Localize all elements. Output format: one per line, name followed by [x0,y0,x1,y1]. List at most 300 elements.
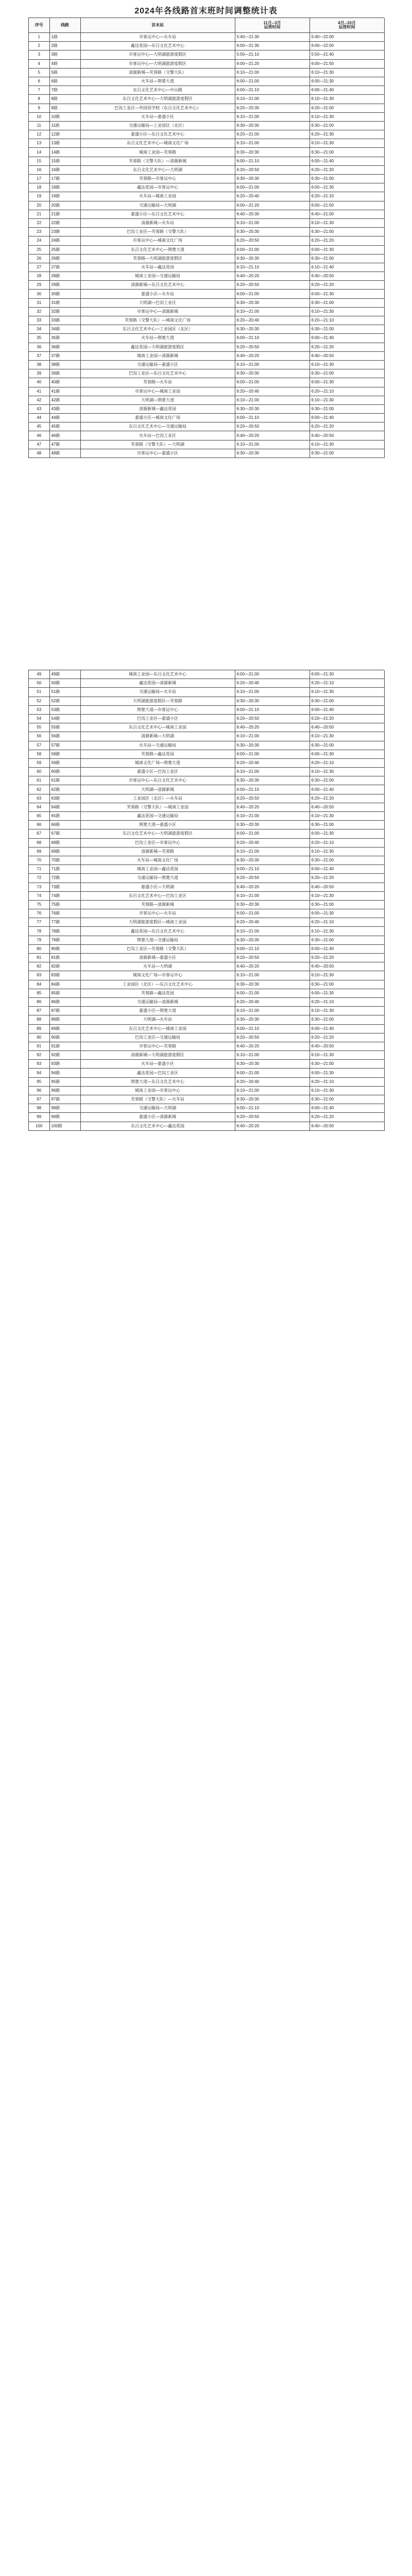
time-summer: 6:10—21:30 [310,360,384,369]
table-row [29,290,384,298]
route-code: 37路 [49,351,80,360]
time-winter: 6:00—21:00 [235,245,310,254]
table-row [29,1051,384,1060]
time-winter: 6:10—21:00 [235,112,310,121]
route-stops: 城南工业园—交通运输局 [80,272,235,281]
time-summer: 6:00—21:40 [310,334,384,343]
time-summer: 6:00—21:40 [310,1024,384,1033]
route-stops: 东吕文化艺术中心—大明湖旅游度假区 [80,829,235,838]
table-row [29,387,384,396]
time-winter: 6:20—20:50 [235,165,310,174]
route-stops: 大明湖—巴沟工业区 [80,298,235,307]
time-winter: 6:10—21:00 [235,218,310,227]
time-winter: 6:10—21:00 [235,68,310,77]
time-winter: 6:30—20:30 [235,936,310,944]
time-winter: 6:10—21:00 [235,307,310,316]
table-row [29,829,384,838]
route-stops: 芙蓉路—大明湖旅游度假区 [80,254,235,263]
time-winter: 6:00—21:00 [235,670,310,679]
time-summer: 6:30—21:00 [310,228,384,236]
route-code: 85路 [49,989,80,997]
time-winter: 6:20—20:50 [235,343,310,351]
table-row [29,891,384,900]
time-summer: 6:10—21:30 [310,95,384,104]
table-row [29,272,384,281]
table-row [29,396,384,404]
row-number: 44 [29,414,49,422]
time-summer: 6:30—21:00 [310,856,384,865]
route-stops: 鑫达花园—东吕文化艺术中心 [80,927,235,936]
time-winter: 6:20—20:50 [235,1033,310,1042]
table-row [29,59,384,68]
route-code: 95路 [49,1077,80,1086]
table-row [29,883,384,891]
route-code: 54路 [49,714,80,723]
route-stops: 鑫达花园—市客运中心 [80,183,235,192]
time-winter: 6:30—20:30 [235,821,310,829]
row-number: 82 [29,962,49,971]
row-number: 92 [29,1051,49,1060]
table-row [29,369,384,378]
time-summer: 6:00—21:30 [310,829,384,838]
row-number: 9 [29,104,49,112]
time-winter: 6:40—20:30 [235,210,310,218]
route-code: 24路 [49,236,80,245]
time-winter: 6:30—20:30 [235,980,310,989]
route-code: 92路 [49,1051,80,1060]
time-winter: 6:30—20:30 [235,404,310,413]
time-summer: 6:20—21:00 [310,104,384,112]
row-number: 48 [29,449,49,457]
table-row [29,431,384,440]
row-number: 59 [29,758,49,767]
route-stops: 东吕文化艺术中心—中山路 [80,86,235,95]
time-summer: 6:00—21:30 [310,750,384,758]
route-stops: 鑫达花园—清源新城 [80,679,235,688]
route-code: 93路 [49,1060,80,1069]
route-stops: 城南工业园—市客运中心 [80,1086,235,1095]
route-code: 79路 [49,936,80,944]
route-stops: 巴沟工业区—嘉盛小区 [80,714,235,723]
route-stops: 鑫达花园—大明湖旅游度假区 [80,343,235,351]
schedule-grid [29,670,385,1131]
route-stops: 清源新城—芙蓉路 [80,847,235,856]
table-row [29,1095,384,1104]
table-row [29,821,384,829]
route-code: 68路 [49,838,80,847]
time-winter: 6:30—20:30 [235,900,310,909]
time-winter: 6:40—20:20 [235,272,310,281]
time-summer: 6:40—20:50 [310,723,384,732]
time-summer: 6:20—21:10 [310,1077,384,1086]
time-summer: 6:00—21:50 [310,201,384,210]
time-summer: 6:10—21:30 [310,218,384,227]
time-winter: 6:20—20:40 [235,918,310,927]
route-code: 96路 [49,1086,80,1095]
row-number: 34 [29,325,49,334]
time-summer: 6:10—21:40 [310,263,384,272]
route-code: 94路 [49,1069,80,1077]
route-stops: 东吕文化艺术中心—巴沟工业区 [80,891,235,900]
route-stops: 交通运输局—清源新城 [80,997,235,1006]
table-row [29,228,384,236]
table-row [29,121,384,130]
route-stops: 市客运中心—清源新城 [80,307,235,316]
row-number: 64 [29,803,49,811]
route-code: 40路 [49,378,80,387]
route-stops: 市客运中心—城南工业园 [80,387,235,396]
table-row [29,812,384,821]
table-row [29,112,384,121]
table-row [29,351,384,360]
route-code: 27路 [49,263,80,272]
time-winter: 6:30—20:30 [235,254,310,263]
time-winter: 5:50—21:10 [235,50,310,59]
table-row [29,148,384,157]
route-code: 25路 [49,245,80,254]
schedule-table-1 [28,18,384,458]
time-winter: 6:30—20:30 [235,298,310,307]
row-number: 29 [29,281,49,290]
time-winter: 6:40—20:20 [235,723,310,732]
route-code: 52路 [49,697,80,705]
time-winter: 6:30—20:30 [235,741,310,750]
table-row [29,307,384,316]
table-row [29,86,384,95]
route-code: 70路 [49,856,80,865]
route-code: 42路 [49,396,80,404]
row-number: 58 [29,750,49,758]
time-winter: 6:10—21:00 [235,971,310,980]
time-summer: 6:10—21:30 [310,139,384,148]
route-stops: 芙蓉路（交警大队）—大明湖 [80,440,235,449]
route-code: 86路 [49,997,80,1006]
row-number: 27 [29,263,49,272]
time-winter: 6:20—20:50 [235,1113,310,1122]
time-winter: 6:10—21:00 [235,732,310,741]
time-winter: 6:00—21:00 [235,77,310,86]
route-stops: 市客运中心—嘉盛小区 [80,449,235,457]
route-code: 58路 [49,750,80,758]
time-summer: 6:20—21:10 [310,192,384,201]
route-stops: 火车站—荆楚大道 [80,334,235,343]
route-stops: 荆楚大道—交通运输局 [80,936,235,944]
time-winter: 6:20—20:40 [235,838,310,847]
table-row [29,980,384,989]
time-winter: 6:00—21:00 [235,378,310,387]
table-row [29,183,384,192]
table-row [29,705,384,714]
route-stops: 火车站—巴沟工业区 [80,431,235,440]
row-number: 13 [29,139,49,148]
time-winter: 6:10—21:00 [235,1007,310,1015]
route-stops: 清源新城—芙蓉路（交警大队） [80,68,235,77]
table-row [29,42,384,50]
time-winter: 6:10—21:00 [235,1051,310,1060]
time-summer: 6:10—21:30 [310,927,384,936]
time-summer: 6:40—21:00 [310,210,384,218]
time-summer: 6:40—20:50 [310,272,384,281]
route-code: 63路 [49,794,80,803]
row-number: 49 [29,670,49,679]
route-code: 97路 [49,1095,80,1104]
table-row [29,936,384,944]
time-winter: 6:10—21:00 [235,360,310,369]
row-number: 57 [29,741,49,750]
time-summer: 6:10—21:30 [310,440,384,449]
time-summer: 6:10—21:30 [310,1051,384,1060]
route-stops: 鑫达花园—交通运输局 [80,812,235,821]
table-row [29,316,384,325]
time-summer: 6:00—21:40 [310,705,384,714]
header-route: 线路 [49,18,80,33]
route-stops: 大明湖—清源新城 [80,785,235,794]
route-code: 12路 [49,130,80,139]
row-number: 45 [29,422,49,431]
table-row [29,1007,384,1015]
row-number: 50 [29,679,49,688]
route-code: 46路 [49,431,80,440]
time-summer: 6:30—21:00 [310,741,384,750]
time-summer: 6:30—21:00 [310,980,384,989]
time-winter: 6:20—20:40 [235,1077,310,1086]
time-winter: 6:00—21:00 [235,290,310,298]
table-row [29,139,384,148]
route-code: 69路 [49,847,80,856]
row-number: 1 [29,33,49,42]
time-summer: 6:40—20:50 [310,883,384,891]
time-summer: 6:00—21:30 [310,77,384,86]
route-code: 83路 [49,971,80,980]
row-number: 6 [29,77,49,86]
route-code: 51路 [49,688,80,697]
row-number: 3 [29,50,49,59]
time-summer: 6:30—21:00 [310,175,384,183]
time-winter: 6:40—20:20 [235,962,310,971]
route-stops: 市客运中心—大明湖旅游度假区 [80,50,235,59]
row-number: 99 [29,1113,49,1122]
route-stops: 东吕文化艺术中心—城南工业园 [80,1024,235,1033]
row-number: 95 [29,1077,49,1086]
time-summer: 6:20—21:20 [310,422,384,431]
route-code: 32路 [49,307,80,316]
time-summer: 6:30—21:00 [310,404,384,413]
table-row [29,838,384,847]
time-winter: 6:20—20:40 [235,192,310,201]
table-row [29,856,384,865]
route-stops: 交通运输局—大明湖 [80,201,235,210]
row-number: 67 [29,829,49,838]
time-summer: 6:20—21:20 [310,281,384,290]
time-summer: 6:40—20:50 [310,803,384,811]
route-code: 22路 [49,218,80,227]
route-stops: 荆楚大道—嘉盛小区 [80,821,235,829]
time-winter: 6:20—20:50 [235,874,310,883]
route-stops: 嘉盛小区—巴沟工业区 [80,768,235,776]
route-code: 45路 [49,422,80,431]
table-row [29,803,384,811]
time-summer: 5:50—21:40 [310,50,384,59]
row-number: 7 [29,86,49,95]
row-number: 60 [29,768,49,776]
table-row [29,723,384,732]
time-winter: 6:40—20:20 [235,883,310,891]
route-code: 14路 [49,148,80,157]
time-summer: 6:20—21:10 [310,758,384,767]
time-summer: 6:10—21:30 [310,688,384,697]
time-summer: 6:00—22:00 [310,42,384,50]
route-code: 44路 [49,414,80,422]
table-row [29,334,384,343]
time-winter: 6:20—20:40 [235,997,310,1006]
row-number: 80 [29,944,49,953]
row-number: 89 [29,1024,49,1033]
time-winter: 6:30—20:30 [235,449,310,457]
route-stops: 大明湖旅游度假区—芙蓉路 [80,697,235,705]
route-code: 30路 [49,290,80,298]
route-stops: 市客运中心—火车站 [80,909,235,918]
table-row [29,422,384,431]
row-number: 42 [29,396,49,404]
route-code: 87路 [49,1007,80,1015]
time-winter: 6:10—21:00 [235,847,310,856]
route-stops: 火车站—嘉盛小区 [80,112,235,121]
row-number: 87 [29,1007,49,1015]
time-summer: 6:20—21:20 [310,794,384,803]
table-row [29,679,384,688]
time-winter: 6:10—21:00 [235,812,310,821]
time-summer: 6:30—21:00 [310,697,384,705]
time-summer: 6:00—21:30 [310,909,384,918]
route-stops: 清源新城—大明湖旅游度假区 [80,1051,235,1060]
table-row [29,50,384,59]
time-summer: 6:00—21:30 [310,989,384,997]
time-winter: 6:20—20:40 [235,316,310,325]
route-stops: 市客运中心—东吕文化艺术中心 [80,776,235,785]
table-row [29,449,384,457]
row-number: 73 [29,883,49,891]
route-code: 57路 [49,741,80,750]
row-number: 2 [29,42,49,50]
time-summer: 5:40—22:00 [310,33,384,42]
time-summer: 6:30—21:00 [310,821,384,829]
route-code: 84路 [49,980,80,989]
route-stops: 城南文化广场—荆楚大道 [80,758,235,767]
time-winter: 6:40—20:20 [235,351,310,360]
route-code: 71路 [49,865,80,874]
route-code: 80路 [49,944,80,953]
time-summer: 6:10—21:30 [310,971,384,980]
route-stops: 城南工业园—芙蓉路 [80,148,235,157]
table-row [29,33,384,42]
route-stops: 交通运输局—嘉盛小区 [80,360,235,369]
row-number: 65 [29,812,49,821]
time-summer: 6:10—21:30 [310,307,384,316]
time-summer: 6:20—21:20 [310,1033,384,1042]
time-summer: 6:00—21:30 [310,670,384,679]
time-winter: 6:00—21:10 [235,334,310,343]
route-code: 7路 [49,86,80,95]
table-row [29,768,384,776]
route-stops: 巴沟工业区—东吕文化艺术中心 [80,369,235,378]
table-row [29,236,384,245]
table-row [29,378,384,387]
table-row [29,175,384,183]
time-summer: 6:10—21:30 [310,112,384,121]
row-number: 63 [29,794,49,803]
time-winter: 6:00—21:00 [235,1069,310,1077]
time-winter: 6:30—20:30 [235,121,310,130]
route-code: 38路 [49,360,80,369]
table-row [29,218,384,227]
time-winter: 6:30—20:30 [235,1060,310,1069]
route-code: 66路 [49,821,80,829]
time-summer: 6:40—20:50 [310,962,384,971]
row-number: 74 [29,891,49,900]
route-stops: 工业园区（北区）—东吕文化艺术中心 [80,980,235,989]
time-winter: 6:00—21:20 [235,201,310,210]
time-winter: 6:20—20:40 [235,758,310,767]
time-summer: 6:00—21:40 [310,86,384,95]
time-winter: 6:10—21:00 [235,1086,310,1095]
row-number: 30 [29,290,49,298]
route-stops: 清源新城—鑫达花园 [80,404,235,413]
row-number: 24 [29,236,49,245]
route-code: 5路 [49,68,80,77]
time-winter: 6:30—20:30 [235,175,310,183]
table-row [29,1015,384,1024]
time-winter: 6:10—21:00 [235,95,310,104]
time-summer: 6:30—21:00 [310,1015,384,1024]
row-number: 97 [29,1095,49,1104]
row-number: 84 [29,980,49,989]
route-code: 19路 [49,192,80,201]
row-number: 70 [29,856,49,865]
time-winter: 6:00—21:10 [235,157,310,165]
row-number: 5 [29,68,49,77]
time-summer: 6:00—21:40 [310,157,384,165]
time-summer: 6:00—21:30 [310,183,384,192]
time-winter: 6:20—20:50 [235,281,310,290]
header-before: 11月--3月 运营时间 [235,18,310,33]
route-code: 90路 [49,1033,80,1042]
row-number: 66 [29,821,49,829]
route-stops: 芙蓉路—清源新城 [80,900,235,909]
row-number: 54 [29,714,49,723]
row-number: 55 [29,723,49,732]
route-stops: 交通运输局—工业园区（北区） [80,121,235,130]
time-summer: 6:30—21:00 [310,298,384,307]
route-stops: 工业园区（北区）—火车站 [80,794,235,803]
route-code: 60路 [49,768,80,776]
time-summer: 6:00—21:30 [310,1069,384,1077]
row-number: 36 [29,343,49,351]
row-number: 98 [29,1104,49,1113]
route-code: 21路 [49,210,80,218]
route-stops: 巴沟工业区—市客运中心 [80,838,235,847]
route-code: 31路 [49,298,80,307]
table-row [29,971,384,980]
route-stops: 芙蓉路（交警大队）—城南文化广场 [80,316,235,325]
route-stops: 市客运中心—城南文化广场 [80,236,235,245]
row-number: 15 [29,157,49,165]
route-code: 100路 [49,1122,80,1130]
time-winter: 6:00—21:00 [235,750,310,758]
time-winter: 6:40—20:20 [235,803,310,811]
table-row [29,776,384,785]
time-summer: 6:10—21:30 [310,812,384,821]
table-row [29,750,384,758]
